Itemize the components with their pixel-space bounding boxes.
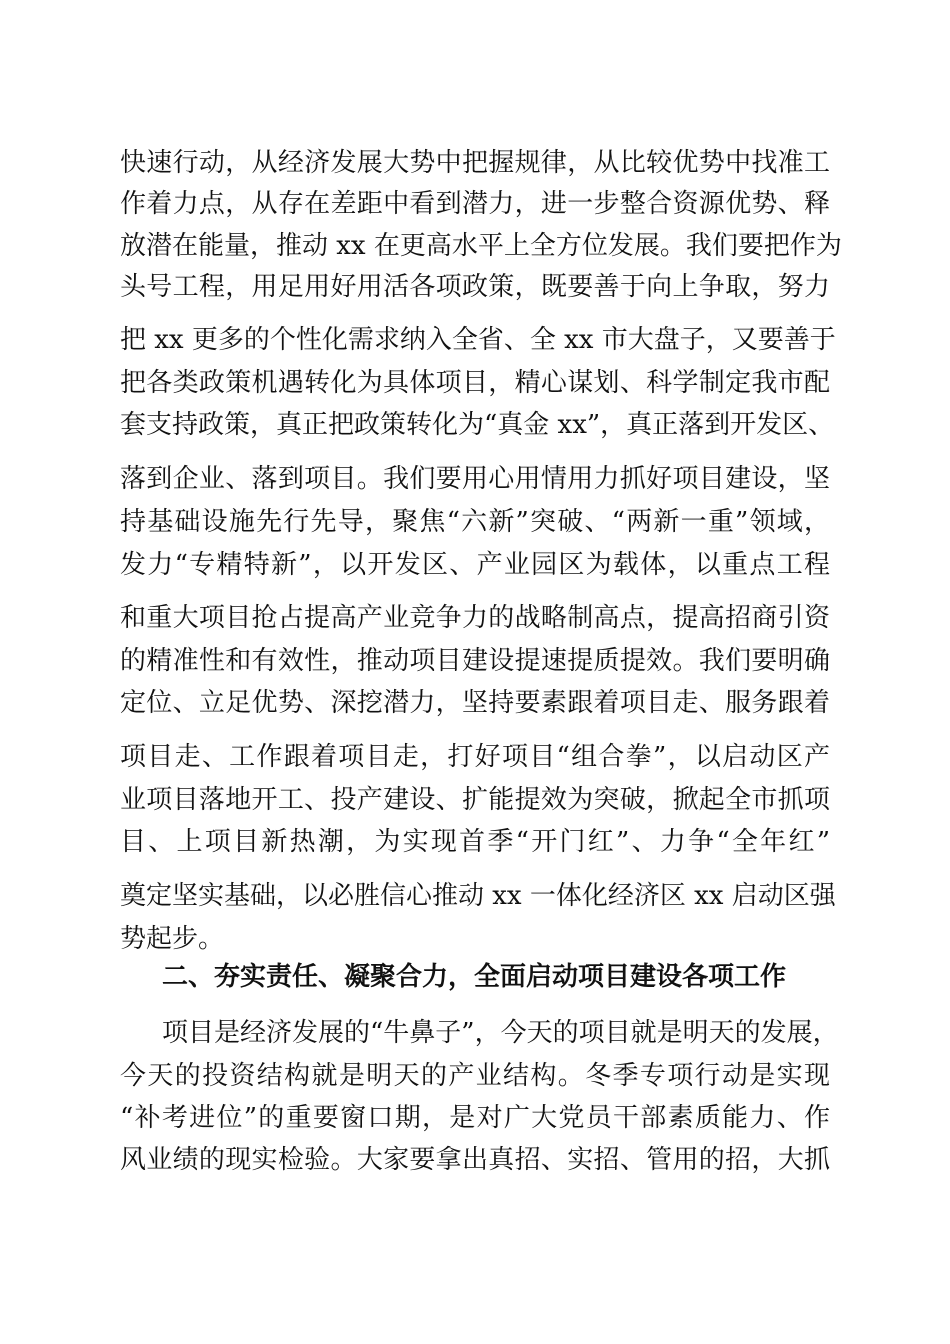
- text-line: “补考进位”的重要窗口期，是对广大党员干部素质能力、作: [120, 1103, 830, 1133]
- text-line: 定位、立足优势、深挖潜力，坚持要素跟着项目走、服务跟着: [120, 688, 830, 718]
- text-line: 项目是经济发展的“牛鼻子”，今天的项目就是明天的发展，: [162, 1018, 839, 1048]
- text-line: 套支持政策，真正把政策转化为“真金 xx”，真正落到开发区、: [120, 410, 835, 440]
- text-line: 把 xx 更多的个性化需求纳入全省、全 xx 市大盘子，又要善于: [120, 325, 836, 355]
- text-line: 的精准性和有效性，推动项目建设提速提质提效。我们要明确: [120, 646, 830, 676]
- text-line: 业项目落地开工、投产建设、扩能提效为突破，掀起全市抓项: [120, 785, 830, 815]
- section-heading: 二、夯实责任、凝聚合力，全面启动项目建设各项工作: [162, 962, 787, 992]
- text-line: 快速行动，从经济发展大势中把握规律，从比较优势中找准工: [120, 148, 830, 178]
- text-line: 落到企业、落到项目。我们要用心用情用力抓好项目建设，坚: [120, 464, 830, 494]
- text-line: 风业绩的现实检验。大家要拿出真招、实招、管用的招，大抓: [120, 1145, 830, 1175]
- text-line: 势起步。: [120, 924, 225, 954]
- text-line: 目、上项目新热潮，为实现首季“开门红”、力争“全年红”: [120, 827, 830, 857]
- text-line: 和重大项目抢占提高产业竞争力的战略制高点，提高招商引资: [120, 603, 830, 633]
- text-line: 作着力点，从存在差距中看到潜力，进一步整合资源优势、释: [120, 189, 830, 219]
- text-line: 奠定坚实基础，以必胜信心推动 xx 一体化经济区 xx 启动区强: [120, 881, 836, 911]
- text-line: 头号工程，用足用好用活各项政策，既要善于向上争取，努力: [120, 272, 830, 302]
- text-line: 今天的投资结构就是明天的产业结构。冬季专项行动是实现: [120, 1061, 830, 1091]
- text-line: 把各类政策机遇转化为具体项目，精心谋划、科学制定我市配: [120, 368, 830, 398]
- text-line: 项目走、工作跟着项目走，打好项目“组合拳”，以启动区产: [120, 742, 830, 772]
- text-line: 持基础设施先行先导，聚焦“六新”突破、“两新一重”领域，: [120, 507, 830, 537]
- text-line: 发力“专精特新”，以开发区、产业园区为载体，以重点工程: [120, 550, 830, 580]
- text-line: 放潜在能量，推动 xx 在更高水平上全方位发展。我们要把作为: [120, 231, 842, 261]
